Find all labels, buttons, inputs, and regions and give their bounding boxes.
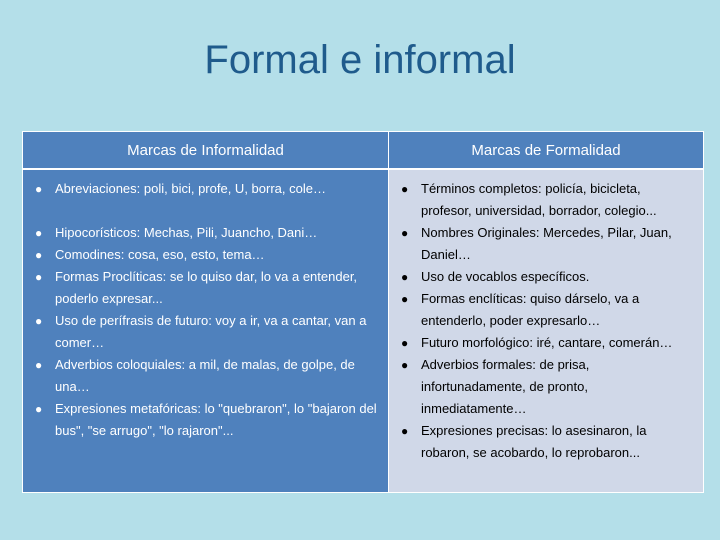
list-item [397, 266, 693, 288]
bullet-icon: ● [401, 270, 409, 284]
list-item-text: Futuro morfológico: iré, cantare, comerán… [421, 335, 673, 350]
bullet-icon: ● [401, 424, 409, 438]
bullet-icon: ● [35, 358, 43, 372]
list-item [397, 178, 693, 222]
list-item [397, 354, 693, 420]
list-item-text: Abreviaciones: poli, bici, profe, U, borra, cole… [55, 181, 326, 196]
list-item-text: Expresiones precisas: lo asesinaron, la robaron, se acobardo, lo reprobaron... [421, 423, 647, 460]
comparison-table [22, 131, 704, 493]
bullet-icon: ● [35, 402, 43, 416]
list-item [397, 288, 693, 332]
header-informal: Marcas de Informalidad [23, 132, 389, 170]
list-item-text: Nombres Originales: Mercedes, Pilar, Juan, Daniel… [421, 225, 672, 262]
header-formal: Marcas de Formalidad [389, 132, 703, 170]
list-item [31, 178, 378, 200]
list-item [397, 420, 693, 464]
bullet-icon: ● [35, 270, 43, 284]
bullet-icon: ● [35, 248, 43, 262]
bullet-icon: ● [401, 336, 409, 350]
list-item [31, 354, 378, 398]
list-item [397, 222, 693, 266]
slide-title: Formal e informal [204, 38, 516, 82]
list-item-text: Términos completos: policía, bicicleta, profesor, universidad, borrador, colegio... [421, 181, 657, 218]
list-item-text: Adverbios coloquiales: a mil, de malas, de golpe, de una… [55, 357, 355, 394]
list-item-text: Uso de perífrasis de futuro: voy a ir, va a cantar, van a comer… [55, 313, 367, 350]
list-item [31, 310, 378, 354]
formal-column [389, 170, 703, 492]
bullet-icon: ● [401, 182, 409, 196]
list-item-text: Formas enclíticas: quiso dárselo, va a entenderlo, poder expresarlo… [421, 291, 640, 328]
informal-list [31, 178, 378, 442]
informal-column [23, 170, 389, 492]
list-item [397, 332, 693, 354]
bullet-icon: ● [35, 314, 43, 328]
list-item-text: Expresiones metafóricas: lo "quebraron", lo "bajaron del bus", "se arrugo", "lo rajaron"... [55, 401, 377, 438]
list-item [31, 222, 378, 244]
list-spacer [31, 200, 378, 222]
list-item-text: Adverbios formales: de prisa, infortunadamente, de pronto, inmediatamente… [421, 357, 590, 416]
bullet-icon: ● [35, 182, 43, 196]
list-item [31, 244, 378, 266]
bullet-icon: ● [401, 292, 409, 306]
list-item-text: Formas Proclíticas: se lo quiso dar, lo va a entender, poderlo expresar... [55, 269, 358, 306]
bullet-icon: ● [401, 226, 409, 240]
list-item-text: Hipocorísticos: Mechas, Pili, Juancho, Dani… [55, 225, 318, 240]
bullet-icon: ● [401, 358, 409, 372]
list-item-text: Uso de vocablos específicos. [421, 269, 590, 284]
list-item [31, 266, 378, 310]
bullet-icon: ● [35, 226, 43, 240]
list-item-text: Comodines: cosa, eso, esto, tema… [55, 247, 265, 262]
formal-list [397, 178, 693, 464]
list-item [31, 398, 378, 442]
